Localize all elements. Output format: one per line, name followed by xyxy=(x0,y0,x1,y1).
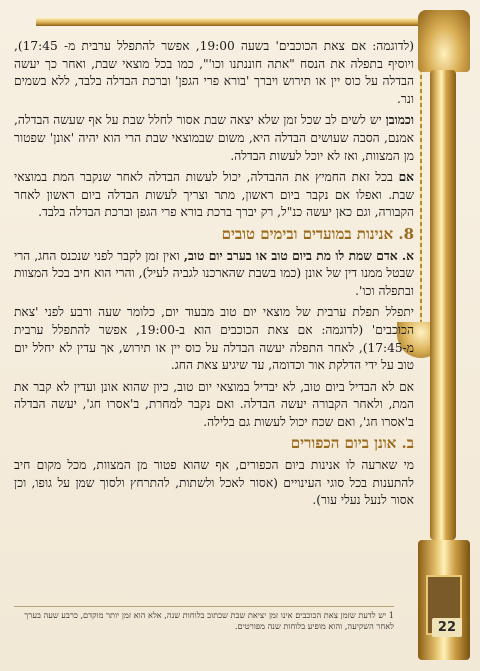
paragraph-1: (לדוגמה: אם צאת הכוכבים' בשעה 19:00, אפשר להתפלל ערבית מ- 17:45), ויוסיף בתפלה את הנסח "אתה חוננתנו וכו'", כמו בכל מוצאי שבת, ואחר כך יעשה הבדלה על כוס יין או תירוש ויברך 'בורא פרי הגפן' וברכת הבדלה בלבד, ללא בשמים ונר. xyxy=(14,39,414,106)
paragraph-3 xyxy=(14,169,414,222)
section-heading-holidays: 8. אנינות במועדים ובימים טובים xyxy=(221,224,414,243)
main-text xyxy=(14,38,414,514)
paragraph-2-lead: וכמובן xyxy=(385,113,414,128)
decorative-beam xyxy=(36,18,434,26)
page-number: 22 xyxy=(432,618,462,637)
holiday-paragraph-1-text: ואין זמן לקבר לפני שנכנס החג, הרי שבטל ממנו דין של אונן (כמו בשבת שהארכנו לגביה לעיל), והרי הוא חיב בכל המצוות ובתפלה וכו'. xyxy=(14,248,414,298)
paragraph-2-text: יש לשים לב שכל זמן שלא יצאה שבת אסור לחלל שבת על אף שעשה הבדלה, אמנם, הסבה שעושים הבדלה היא, משום שבמוצאי שבת הרי הוא יהיה 'אונן' שפטור מן המצוות, ואז לא יוכל לעשות הבדלה. xyxy=(14,113,414,163)
holiday-paragraph-2: יתפלל תפלת ערבית של מוצאי יום טוב מבעוד יום, כלומר שעה ורבע לפני 'צאת הכוכבים' (לדוגמה: אם צאת הכוכבים הוא ב-19:00, אפשר להתפלל ערבית מ-17:45), לאחר התפלה יעשה הבדלה על כוס יין או תירוש, אך עדין לא יחלל יום טוב על ידי הדלקת אור וכדומה, עד שיגיע צאת החג. xyxy=(14,305,414,373)
yom-kippur-paragraph: מי שארעה לו אנינות ביום הכפורים, אף שהוא פטור מן המצוות, מכל מקום חיב להתענות בכל סוגי העינויים (אסור לאכל ולשתות, להתרחץ ולסוך שמן על גופו, וכן אסור לנעל נעלי עור). xyxy=(14,458,414,508)
pillar-capital xyxy=(418,10,470,72)
pillar-shaft xyxy=(430,70,456,540)
holiday-paragraph-3: אם לא הבדיל ביום טוב, לא יבדיל במוצאי יום טוב, כיון שהוא אונן ועדין לא קבר את המת, ולאחר הקבורה יעשה הבדלה. ואם נקבר למחרת, ב'אסרו חג', יעשה הבדלה ב'אסרו חג', ואם שכח יכול לעשות גם בלילה. xyxy=(14,379,414,429)
holiday-paragraph-1 xyxy=(14,248,414,301)
footnote: 1 יש לדעת שזמן צאת הכוכבים אינו זמן יציאת שבת שכתוב בלוחות שנה, אלא הוא זמן יותר מוקדם, כרבע שעה בערך לאחר השקיעה, והוא מופיע בלוחות שנה מפורטים. xyxy=(14,606,394,632)
holiday-paragraph-1-lead: א. אדם שמת לו מת ביום טוב או בערב יום טוב, xyxy=(183,248,414,263)
decorative-pillar xyxy=(418,10,470,660)
section-heading-yom-kippur: ב. אונן ביום הכפורים xyxy=(290,434,414,453)
paragraph-2 xyxy=(14,112,414,165)
paragraph-3-lead: אם xyxy=(398,170,415,185)
paragraph-3-text: בכל זאת החמיץ את ההבדלה, יכול לעשות הבדלה לאחר שנקבר המת במוצאי שבת. ואפלו אם נקבר ביום ראשון, מתר וצריך לעשות הבדלה ביום ראשון לאחר הקבורה, וגם כאן יעשה כנ"ל, רק יברך ברכת בורא פרי הגפן וברכת הבדלה בלבד. xyxy=(14,170,414,220)
